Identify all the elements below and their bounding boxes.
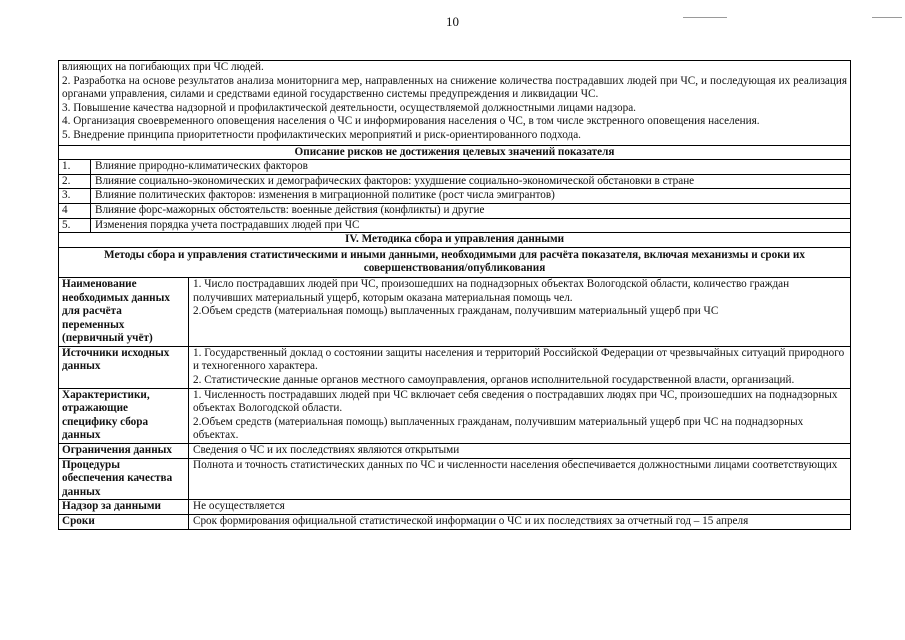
row-value: [189, 278, 850, 346]
value-line: Не осуществляется: [193, 500, 285, 513]
row-label: Процедуры обеспечения качества данных: [59, 459, 189, 500]
risk-number: 3.: [59, 189, 91, 203]
risk-row: [59, 219, 850, 234]
document-table: [58, 60, 851, 530]
risk-number: 4: [59, 204, 91, 218]
data-row-characteristics: [59, 389, 850, 444]
goal-line: 3. Повышение качества надзорной и профилактической деятельности, осуществляемой должностными лицами надзора.: [62, 101, 636, 114]
value-line: Полнота и точность статистических данных по ЧС и численности населения обеспечивается должностными лицами соответствующих: [193, 458, 838, 471]
value-line: Срок формирования официальной статистической информации о ЧС и их последствиях за отчетный год – 15 апреля: [193, 515, 749, 527]
risk-row: [59, 175, 850, 190]
row-value: [189, 459, 850, 500]
data-row-supervision: [59, 500, 850, 515]
value-line: 1. Государственный доклад о состоянии защиты населения и территорий Российской Федерации от чрезвычайных ситуаций природного и техногенного характера.: [193, 346, 845, 373]
row-label: Характеристики, отражающие специфику сбора данных: [59, 389, 189, 443]
risk-text: Влияние форс-мажорных обстоятельств: военные действия (конфликты) и другие: [95, 203, 485, 216]
risk-number: 5.: [59, 219, 91, 233]
row-label: Наименование необходимых данных для расчёта переменных (первичный учёт): [59, 278, 189, 346]
goal-line: 2. Разработка на основе результатов анализа мониторнига мер, направленных на снижение количества пострадавших людей при ЧС, и последующая их реализация органами управления, силами и средствами единой государственно системы предупреждения и ликвидации ЧС.: [62, 74, 847, 101]
section-iv-title: IV. Методика сбора и управления данными: [59, 233, 850, 248]
goal-line: влияющих на погибающих при ЧС людей.: [62, 61, 264, 73]
value-line: Сведения о ЧС и их последствиях являются открытыми: [193, 444, 460, 457]
data-row-deadlines: [59, 515, 850, 529]
data-row-required-data: [59, 278, 850, 347]
risk-text: Влияние социально-экономических и демографических факторов: ухудшение социально-экономической обстановки в стране: [95, 174, 695, 187]
data-row-limitations: [59, 444, 850, 459]
goals-list: [59, 61, 850, 146]
risk-number: 1.: [59, 160, 91, 174]
scan-mark: [683, 17, 727, 18]
row-value: [189, 500, 850, 514]
row-label: Ограничения данных: [59, 444, 189, 458]
goal-line: 5. Внедрение принципа приоритетности профилактических мероприятий и риск-ориентированного подхода.: [62, 128, 581, 141]
row-value: [189, 444, 850, 458]
methods-heading: Методы сбора и управления статистическими и иными данными, необходимыми для расчёта показателя, включая механизмы и сроки их совершенствования/опубликования: [59, 248, 850, 278]
data-row-quality-procedures: [59, 459, 850, 501]
value-line: 1. Численность пострадавших людей при ЧС включает себя сведения о пострадавших людях при ЧС, произошедших на поднадзорных объектах Вологодской области.: [193, 388, 838, 415]
page-number: 10: [446, 14, 459, 29]
scan-mark: [872, 17, 902, 18]
row-label: Надзор за данными: [59, 500, 189, 514]
row-label: Источники исходных данных: [59, 347, 189, 388]
goal-line: 4. Организация своевременного оповещения населения о ЧС и информирования населения о ЧС, в том числе экстренного оповещения населения.: [62, 115, 760, 128]
risk-row: [59, 160, 850, 175]
value-line: 1. Число пострадавших людей при ЧС, произошедших на поднадзорных объектах Вологодской области, количество граждан получивших материальный ущерб, которым оказана материальная помощь чел.: [193, 277, 790, 304]
value-line: 2.Объем средств (материальная помощь) выплаченных гражданам, получившим материальный ущерб при ЧС на поднадзорных объектах.: [193, 415, 804, 442]
risks-title: Описание рисков не достижения целевых значений показателя: [59, 146, 850, 161]
risk-number: 2.: [59, 175, 91, 189]
row-label: Сроки: [59, 515, 189, 529]
risk-text: Влияние политических факторов: изменения в миграционной политике (рост числа эмигрантов): [95, 189, 555, 202]
risk-text: Изменения порядка учета пострадавших людей при ЧС: [95, 218, 360, 231]
row-value: [189, 347, 850, 388]
row-value: [189, 515, 850, 529]
data-row-sources: [59, 347, 850, 389]
risk-row: [59, 189, 850, 204]
risk-text: Влияние природно-климатических факторов: [95, 160, 308, 173]
risk-row: [59, 204, 850, 219]
row-value: [189, 389, 850, 443]
value-line: 2.Объем средств (материальная помощь) выплаченных гражданам, получившим материальный ущерб при ЧС: [193, 305, 719, 318]
value-line: 2. Статистические данные органов местного самоуправления, органов исполнительной государственной власти, организаций.: [193, 374, 795, 387]
